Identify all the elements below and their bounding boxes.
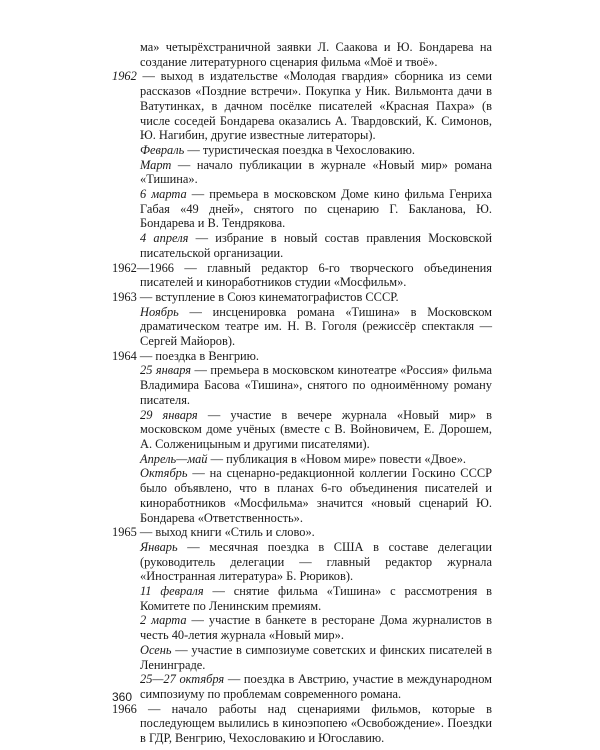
entry-25-27-october-1965: 25—27 октября — поездка в Австрию, участие в международном симпозиуму по проблемам современного романа.	[140, 672, 492, 701]
entry-1962: 1962 — выход в издательстве «Молодая гвардия» сборника из семи рассказов «Поздние встречи». Покупка у Ник. Вильмонта дачи в Ватутинках, в дачном посёлке писателей «Красная Пахра» (в числе соседей Бондарева оказались А. Твардовский, К. Симонов, Ю. Нагибин, другие известные литераторы).	[112, 69, 492, 143]
entry-autumn-1965: Осень — участие в симпозиуме советских и финских писателей в Ленинграде.	[140, 642, 492, 672]
entry-march-1962: Март — начало публикации в журнале «Новый мир» романа «Тишина».	[140, 157, 492, 187]
entry-january-1965: Январь — месячная поездка в США в составе делегации (руководитель делегации — главный редактор журнала «Иностранная литература» Б. Рюриков).	[140, 539, 492, 584]
entry-11-february-1965: 11 февраля — снятие фильма «Тишина» с рассмотрения в Комитете по Ленинским премиям.	[140, 584, 493, 613]
entry-continuation: ма» четырёхстраничной заявки Л. Саакова и Ю. Бондарева на создание литературного сценария фильма «Моё и твоё».	[140, 40, 492, 69]
page-number: 360	[112, 690, 133, 704]
entry-1962-1966: 1962—1966 — главный редактор 6-го творческого объединения писателей и киноработников студии «Мосфильм».	[112, 260, 492, 290]
entry-25-january-1964: 25 января — премьера в московском кинотеатре «Россия» фильма Владимира Басова «Тишина», снятого по одноимённому роману писателя.	[140, 363, 492, 407]
entry-april-may-1964: Апрель—май — публикация в «Новом мире» повести «Двое».	[140, 451, 466, 466]
entry-1964: 1964 — поездка в Венгрию.	[112, 348, 260, 363]
entry-october-1964: Октябрь — на сценарно-редакционной коллегии Госкино СССР было объявлено, что в планах 6-го объединения писателей и киноработников «Мосфильма» значится «новый сценарий Ю. Бондарева «Ответственность».	[140, 466, 492, 525]
entry-2-march-1965: 2 марта — участие в банкете в ресторане Дома журналистов в честь 40-летия журнала «Новый мир».	[140, 613, 492, 643]
entry-november-1963: Ноябрь — инсценировка романа «Тишина» в Московском драматическом театре им. Н. В. Гоголя (режиссёр спектакля — Сергей Майоров).	[140, 304, 492, 349]
entry-4-april-1962: 4 апреля — избрание в новый состав правления Московской писательской организации.	[140, 231, 493, 260]
entry-february-1962: Февраль — туристическая поездка в Чехословакию.	[140, 142, 416, 157]
entry-1966: 1966 — начало работы над сценариями фильмов, которые в последующем вылились в киноэпопею «Освобождение». Поездки в ГДР, Венгрию, Чехословакию и Югославию.	[112, 701, 492, 746]
entry-6-march-1962: 6 марта — премьера в московском Доме кино фильма Генриха Габая «49 дней», снятого по сценарию Г. Бакланова, Ю. Бондарева и В. Тендрякова.	[140, 187, 492, 231]
entry-1965: 1965 — выход книги «Стиль и слово».	[112, 525, 315, 540]
document-page	[112, 40, 492, 746]
entry-29-january-1964: 29 января — участие в вечере журнала «Новый мир» в московском доме учёных (вместе с В. Войновичем, Е. Дорошем, А. Солженицыным и другими писателями).	[140, 407, 492, 451]
entry-1963: 1963 — вступление в Союз кинематографистов СССР.	[112, 289, 399, 304]
